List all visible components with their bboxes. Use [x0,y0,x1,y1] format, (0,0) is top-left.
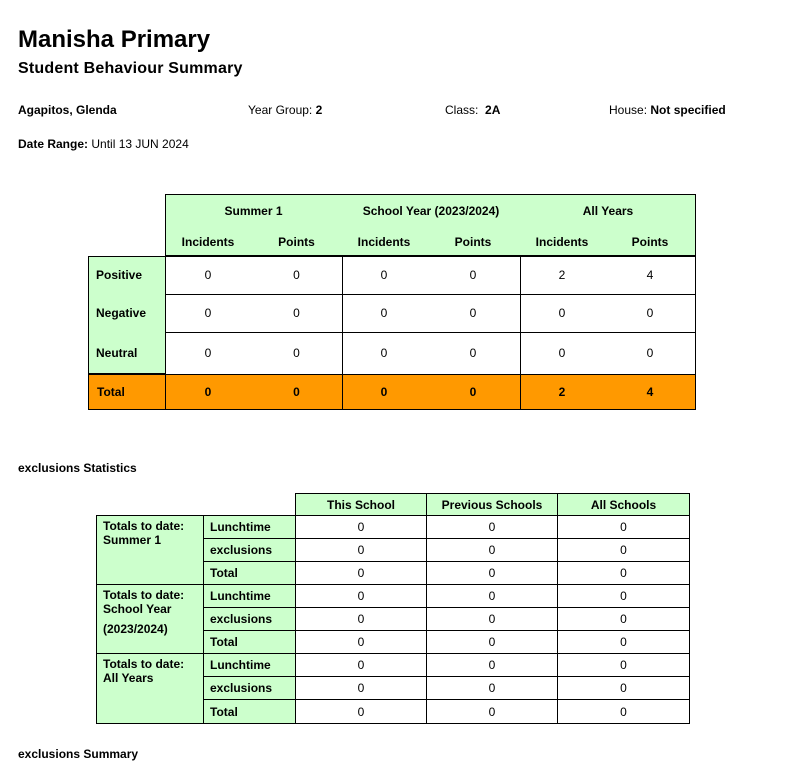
value-cell: 0 [646,346,654,360]
value-cell: 0 [426,607,558,631]
value-cell: 0 [557,699,690,724]
row-label-negative: Negative [96,306,147,320]
group-label-summer1 [96,515,204,585]
class-label: Class: [445,103,479,117]
value-cell: 0 [469,306,477,320]
exclusions-statistics-table [96,493,690,724]
group-label-line: Totals to date: [103,657,185,671]
house-value: Not specified [650,103,726,117]
type-label: Lunchtime [203,515,296,539]
group-label-school-year [96,584,204,654]
value-cell: 0 [557,607,690,631]
year-group-label: Year Group: [248,103,313,117]
type-label: exclusions [203,538,296,562]
value-cell: 0 [295,607,427,631]
subcol-header: Points [278,235,315,249]
col-header-previous-schools: Previous Schools [426,493,558,516]
value-cell: 0 [380,306,388,320]
house-label: House: [609,103,648,117]
value-cell: 0 [295,630,427,654]
class-value: 2A [485,103,501,117]
value-cell: 0 [293,346,300,360]
subcol-header: Incidents [181,235,235,249]
col-header-all-schools: All Schools [557,493,690,516]
house-field [609,103,726,117]
value-cell: 0 [295,676,427,700]
total-value-cell: 0 [380,385,388,399]
type-label: Total [203,561,296,585]
type-label: Lunchtime [203,584,296,608]
value-cell: 0 [426,630,558,654]
report-title: Student Behaviour Summary [18,60,243,77]
value-cell: 2 [558,268,566,282]
row-label-positive: Positive [96,268,143,282]
value-cell: 0 [557,584,690,608]
behaviour-summary-table [88,194,696,410]
value-cell: 0 [557,630,690,654]
year-group-field [248,103,322,117]
exclusions-statistics-title: exclusions Statistics [18,461,137,475]
group-label-line: Totals to date: [103,519,185,533]
value-cell: 0 [204,268,212,282]
school-name: Manisha Primary [18,26,211,53]
class-field [445,103,500,117]
subcol-header: Points [631,235,669,249]
value-cell: 0 [295,699,427,724]
type-label: Total [203,630,296,654]
value-cell: 0 [293,306,300,320]
value-cell: 0 [557,538,690,562]
value-cell: 0 [557,515,690,539]
row-label-neutral: Neutral [96,346,138,360]
col-header-this-school: This School [295,493,427,516]
value-cell: 0 [380,268,388,282]
value-cell: 4 [646,268,654,282]
total-value-cell: 0 [469,385,477,399]
date-range-label: Date Range: [18,137,89,151]
value-cell: 0 [295,653,427,677]
value-cell: 0 [295,538,427,562]
date-range-value: Until 13 JUN 2024 [91,137,189,151]
student-name: Agapitos, Glenda [18,103,117,117]
period-header-school-year: School Year (2023/2024) [362,204,500,218]
value-cell: 0 [426,699,558,724]
value-cell: 0 [295,515,427,539]
exclusions-summary-title: exclusions Summary [18,747,139,761]
value-cell: 0 [380,346,388,360]
value-cell: 0 [295,561,427,585]
date-range-field [18,137,189,151]
value-cell: 0 [469,268,477,282]
value-cell: 0 [558,346,566,360]
group-label-all-years [96,653,204,724]
type-label: exclusions [203,607,296,631]
period-header-summer1: Summer 1 [224,204,283,218]
value-cell: 0 [426,653,558,677]
value-cell: 0 [295,584,427,608]
value-cell: 0 [558,306,566,320]
value-cell: 0 [469,346,477,360]
value-cell: 0 [426,515,558,539]
value-cell: 0 [426,584,558,608]
value-cell: 0 [204,346,212,360]
total-value-cell: 0 [204,385,212,399]
group-label-line: All Years [103,671,154,685]
value-cell: 0 [426,561,558,585]
total-value-cell: 0 [293,385,300,399]
subcol-header: Incidents [535,235,589,249]
value-cell: 0 [293,268,300,282]
value-cell: 0 [557,676,690,700]
row-label-total: Total [88,374,166,410]
value-cell: 0 [557,653,690,677]
value-cell: 0 [646,306,654,320]
subcol-header: Points [454,235,492,249]
total-value-cell: 2 [558,385,566,399]
group-label-line: (2023/2024) [103,622,168,636]
type-label: exclusions [203,676,296,700]
period-header-all-years: All Years [582,204,634,218]
subcol-header: Incidents [357,235,411,249]
value-cell: 0 [557,561,690,585]
value-cell: 0 [426,538,558,562]
total-value-cell: 4 [646,385,654,399]
group-label-line: Totals to date: [103,588,185,602]
type-label: Lunchtime [203,653,296,677]
group-label-line: Summer 1 [103,533,162,547]
value-cell: 0 [426,676,558,700]
year-group-value: 2 [315,103,323,117]
group-label-line: School Year [103,602,172,616]
type-label: Total [203,699,296,724]
value-cell: 0 [204,306,212,320]
